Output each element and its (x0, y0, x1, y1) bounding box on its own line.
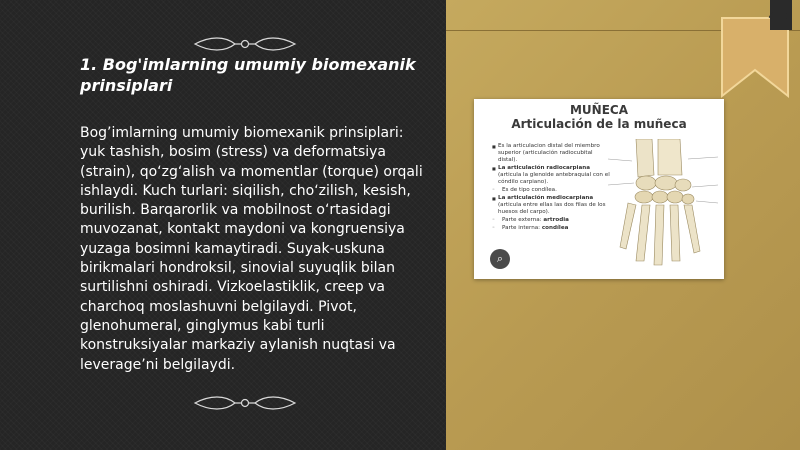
slide-body-text: Bog’imlarning umumiy biomexanik prinsiplari: yuk tashish, bosim (stress) va deformatsiya (strain), qo‘zg‘alish va momentlar (torque) orqali ishlaydi. Kuch turlari: siqilish, cho‘zilish, kesish, burilish. Barqarorlik va mobilnost o‘rtasidagi muvozanat, kontakt maydoni va kongruensiya yuzaga bosimni kamaytiradi. Suyak-uskuna birikmalari hondroksil, sinovial suyuqlik bilan surtilishni oshiradi. Vizkoelastiklik, creep va charchoq moslashuvni belgilaydi. Pivot, glenohumeral, ginglymus kabi turli konstruksiyalar markaziy aylanish nuqtasi va leverage’ni belgilaydi. (80, 125, 423, 373)
image-bullet-2: ■ La articulación radiocarpiana (articula la glenoide antebraquial con el cóndilo carpiano). (492, 165, 610, 186)
wrist-anatomy-image (474, 99, 724, 279)
image-bullet-6: ◦ Parte interna: condílea (492, 225, 610, 232)
image-title-sub: Articulación de la muñeca (511, 117, 687, 131)
image-bullet-1: ■ Es la articulacion distal del miembro superior (articulación radiocubital distal). (492, 143, 610, 164)
image-bullet-3: ◦ Es de tipo condílea. (492, 187, 610, 194)
wrist-bones-illustration-icon (608, 139, 720, 267)
top-ornament-icon (190, 34, 300, 54)
lens-search-icon[interactable]: ⌕ (490, 249, 510, 269)
image-bullet-list (492, 143, 610, 233)
image-title-main: MUÑECA (569, 103, 629, 117)
bottom-ornament-icon (190, 393, 300, 413)
ribbon-bookmark-icon (718, 0, 792, 100)
slide-title: 1. Bog'imlarning umumiy biomexanik prinsiplari (80, 55, 416, 95)
image-bullet-5: ◦ Parte externa: artrodia (492, 217, 610, 224)
image-bullet-4: ■ La articulación mediocarpiana (articula entre ellas las dos filas de los huesos del carpo). (492, 195, 610, 216)
